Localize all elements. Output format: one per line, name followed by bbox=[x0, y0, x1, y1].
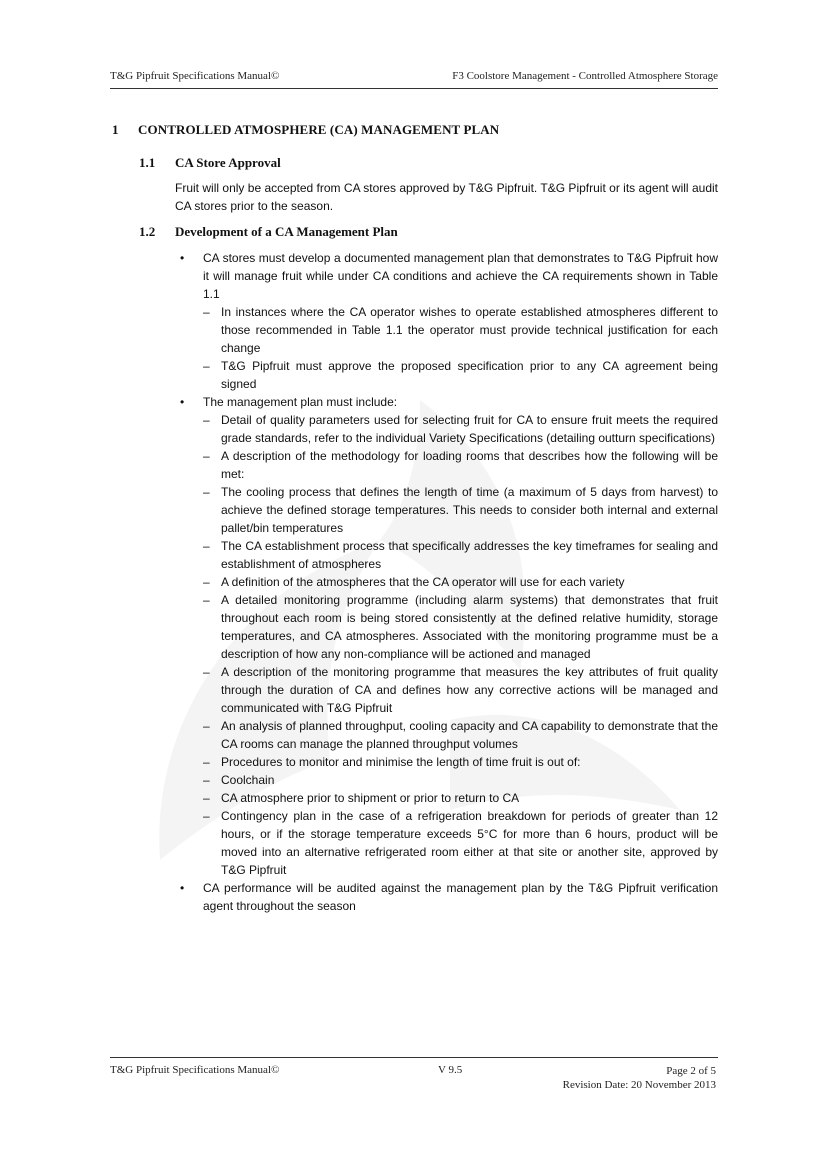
bullet-glyph: • bbox=[180, 881, 185, 895]
sub-item-text: A description of the methodology for loading rooms that describes how the following will be met: bbox=[221, 449, 718, 481]
list-item bbox=[175, 393, 718, 411]
footer-version: V 9.5 bbox=[438, 1064, 463, 1076]
list-item bbox=[175, 879, 718, 915]
footer-manual-title: T&G Pipfruit Specifications Manual© bbox=[110, 1064, 280, 1076]
subsection-title: Development of a CA Management Plan bbox=[175, 224, 398, 239]
subsection-number: 1.1 bbox=[139, 155, 156, 170]
dash-glyph: – bbox=[203, 719, 210, 733]
sub-list-item bbox=[175, 303, 718, 357]
dash-glyph: – bbox=[203, 755, 210, 769]
sub-item-text: Detail of quality parameters used for selecting fruit for CA to ensure fruit meets the required grade standards, refer to the individual Variety Specifications (detailing outturn specifications) bbox=[221, 413, 718, 445]
dash-glyph: – bbox=[203, 539, 210, 553]
sub-item-text: A definition of the atmospheres that the CA operator will use for each variety bbox=[221, 575, 625, 589]
footer-page-info bbox=[563, 1064, 716, 1092]
sub-list-item bbox=[175, 591, 718, 663]
sub-item-text: An analysis of planned throughput, cooling capacity and CA capability to demonstrate that the CA rooms can manage the planned throughput volumes bbox=[221, 719, 718, 751]
sub-list-item bbox=[175, 483, 718, 537]
sub-list-item bbox=[175, 789, 718, 807]
bullet-text: The management plan must include: bbox=[203, 395, 398, 409]
subsection-title: CA Store Approval bbox=[175, 155, 281, 170]
sub-list-item bbox=[175, 663, 718, 717]
section-title: CONTROLLED ATMOSPHERE (CA) MANAGEMENT PLAN bbox=[138, 122, 500, 137]
sub-list-item bbox=[175, 807, 718, 879]
sub-item-text: The CA establishment process that specifically addresses the key timeframes for sealing and establishment of atmospheres bbox=[221, 539, 718, 571]
sub-list-item bbox=[175, 573, 718, 591]
sub-item-text: Contingency plan in the case of a refrigeration breakdown for periods of greater than 12 hours, or if the storage temperature exceeds 5°C for more than 6 hours, product will be moved into an alternative refrigerated room either at that site or another site, approved by T&G Pipfruit bbox=[221, 809, 718, 877]
sub-list-item bbox=[175, 753, 718, 771]
sub-item-text: A detailed monitoring programme (including alarm systems) that demonstrates that fruit throughout each room is being stored consistently at the defined relative humidity, storage temperatures, and CA atmospheres. Associated with the monitoring programme must be a description of how any non-compliance will be actioned and managed bbox=[221, 593, 718, 661]
sub-list-item bbox=[175, 717, 718, 753]
subsection-number: 1.2 bbox=[139, 224, 156, 239]
dash-glyph: – bbox=[203, 575, 210, 589]
dash-glyph: – bbox=[203, 305, 210, 319]
dash-glyph: – bbox=[203, 485, 210, 499]
sub-item-text: Procedures to monitor and minimise the length of time fruit is out of: bbox=[221, 755, 581, 769]
dash-glyph: – bbox=[203, 593, 210, 607]
sub-item-text: The cooling process that defines the length of time (a maximum of 5 days from harvest) to achieve the defined storage temperatures. This needs to consider both internal and external pallet/bin temperatures bbox=[221, 485, 718, 535]
dash-glyph: – bbox=[203, 449, 210, 463]
dash-glyph: – bbox=[203, 665, 210, 679]
bullet-glyph: • bbox=[180, 251, 185, 265]
dash-glyph: – bbox=[203, 809, 210, 823]
sub-list-item bbox=[175, 537, 718, 573]
management-plan-list bbox=[175, 249, 718, 915]
bullet-text: CA performance will be audited against the management plan by the T&G Pipfruit verification agent throughout the season bbox=[203, 881, 718, 913]
section-number: 1 bbox=[112, 122, 119, 137]
bullet-glyph: • bbox=[180, 395, 185, 409]
dash-glyph: – bbox=[203, 359, 210, 373]
ca-store-approval-text: Fruit will only be accepted from CA stores approved by T&G Pipfruit. T&G Pipfruit or its agent will audit CA stores prior to the season. bbox=[175, 181, 718, 213]
header-section-title: F3 Coolstore Management - Controlled Atmosphere Storage bbox=[452, 70, 718, 82]
sub-item-text: Coolchain bbox=[221, 773, 275, 787]
list-item bbox=[175, 249, 718, 303]
dash-glyph: – bbox=[203, 773, 210, 787]
sub-list-item bbox=[175, 447, 718, 483]
sub-list-item bbox=[175, 771, 718, 789]
sub-item-text: In instances where the CA operator wishes to operate established atmospheres different to those recommended in Table 1.1 the operator must provide technical justification for each change bbox=[221, 305, 718, 355]
sub-item-text: T&G Pipfruit must approve the proposed specification prior to any CA agreement being signed bbox=[221, 359, 718, 391]
sub-list-item bbox=[175, 357, 718, 393]
header-manual-title: T&G Pipfruit Specifications Manual© bbox=[110, 70, 280, 82]
header-rule bbox=[110, 88, 718, 89]
sub-list-item bbox=[175, 411, 718, 447]
page-number: Page 2 of 5 bbox=[666, 1065, 716, 1077]
sub-item-text: A description of the monitoring programme that measures the key attributes of fruit quality through the duration of CA and defines how any corrective actions will be managed and communicated with T&G Pipfruit bbox=[221, 665, 718, 715]
bullet-text: CA stores must develop a documented management plan that demonstrates to T&G Pipfruit how it will manage fruit while under CA conditions and achieve the CA requirements shown in Table 1.1 bbox=[203, 251, 718, 301]
footer-rule bbox=[110, 1057, 718, 1058]
dash-glyph: – bbox=[203, 413, 210, 427]
revision-date: Revision Date: 20 November 2013 bbox=[562, 1079, 716, 1091]
dash-glyph: – bbox=[203, 791, 210, 805]
sub-item-text: CA atmosphere prior to shipment or prior to return to CA bbox=[221, 791, 520, 805]
